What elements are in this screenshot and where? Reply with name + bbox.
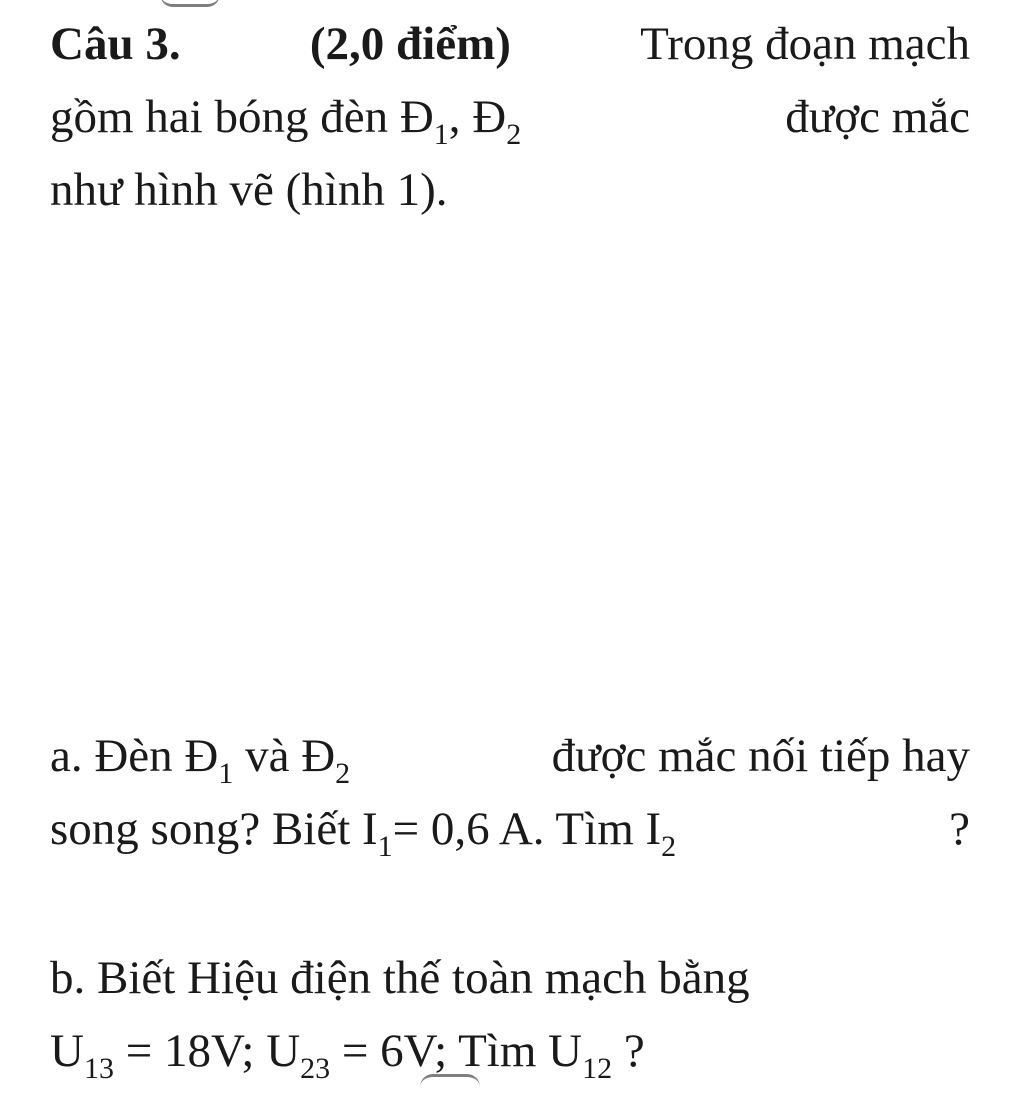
part-b xyxy=(50,942,970,1088)
part-a-line-2 xyxy=(50,793,970,866)
part-a-text-2: và Đ xyxy=(233,730,336,782)
subscript: 13 xyxy=(83,1052,114,1085)
subscript: 2 xyxy=(335,757,351,790)
subscript: 1 xyxy=(377,830,393,863)
question-line-3 xyxy=(50,154,970,227)
part-a-line-2-start xyxy=(50,793,676,866)
question-line-2-part-a: gồm hai bóng đèn Đ xyxy=(50,91,434,143)
part-b-text-2: = 18V; U xyxy=(113,1025,301,1077)
part-a-line-1 xyxy=(50,720,970,793)
part-b-line-2 xyxy=(50,1015,970,1088)
part-b-text-3: = 6V; Tìm U xyxy=(330,1025,583,1077)
subscript: 23 xyxy=(300,1052,331,1085)
question-number: Câu 3. xyxy=(50,18,181,70)
part-a-line-1-end: được mắc nối tiếp hay xyxy=(551,730,970,782)
subscript: 2 xyxy=(506,118,522,151)
question-stem xyxy=(50,8,970,227)
question-line-1-text: Trong đoạn mạch xyxy=(640,18,970,70)
subscript: 1 xyxy=(218,757,234,790)
part-a-line-1-start xyxy=(50,720,350,793)
part-a-line-2-end: ? xyxy=(949,803,970,855)
cropped-figure-edge-top xyxy=(160,0,220,7)
subscript: 12 xyxy=(582,1052,613,1085)
cropped-figure-edge-bottom xyxy=(420,1074,480,1087)
part-b-text-4: ? xyxy=(612,1025,645,1077)
question-line-2-part-b: , Đ xyxy=(448,91,507,143)
part-b-line-2-text xyxy=(50,1015,645,1088)
part-a xyxy=(50,720,970,866)
part-a-text-4: = 0,6 A. Tìm I xyxy=(392,803,662,855)
question-line-2 xyxy=(50,81,970,154)
subscript: 1 xyxy=(433,118,449,151)
question-points: (2,0 điểm) xyxy=(309,18,511,70)
part-a-text-3: song song? Biết I xyxy=(50,803,378,855)
part-b-text-1: U xyxy=(50,1025,84,1077)
figure-placeholder-area xyxy=(50,240,970,700)
subscript: 2 xyxy=(661,830,677,863)
question-line-1 xyxy=(50,8,970,81)
question-line-2-text xyxy=(50,81,521,154)
part-a-text-1: a. Đèn Đ xyxy=(50,730,219,782)
part-b-line-1 xyxy=(50,942,970,1015)
question-line-2-end: được mắc xyxy=(785,91,970,143)
part-b-line-1-text: b. Biết Hiệu điện thế toàn mạch bằng xyxy=(50,952,750,1004)
question-line-3-text: như hình vẽ (hình 1). xyxy=(50,164,448,216)
